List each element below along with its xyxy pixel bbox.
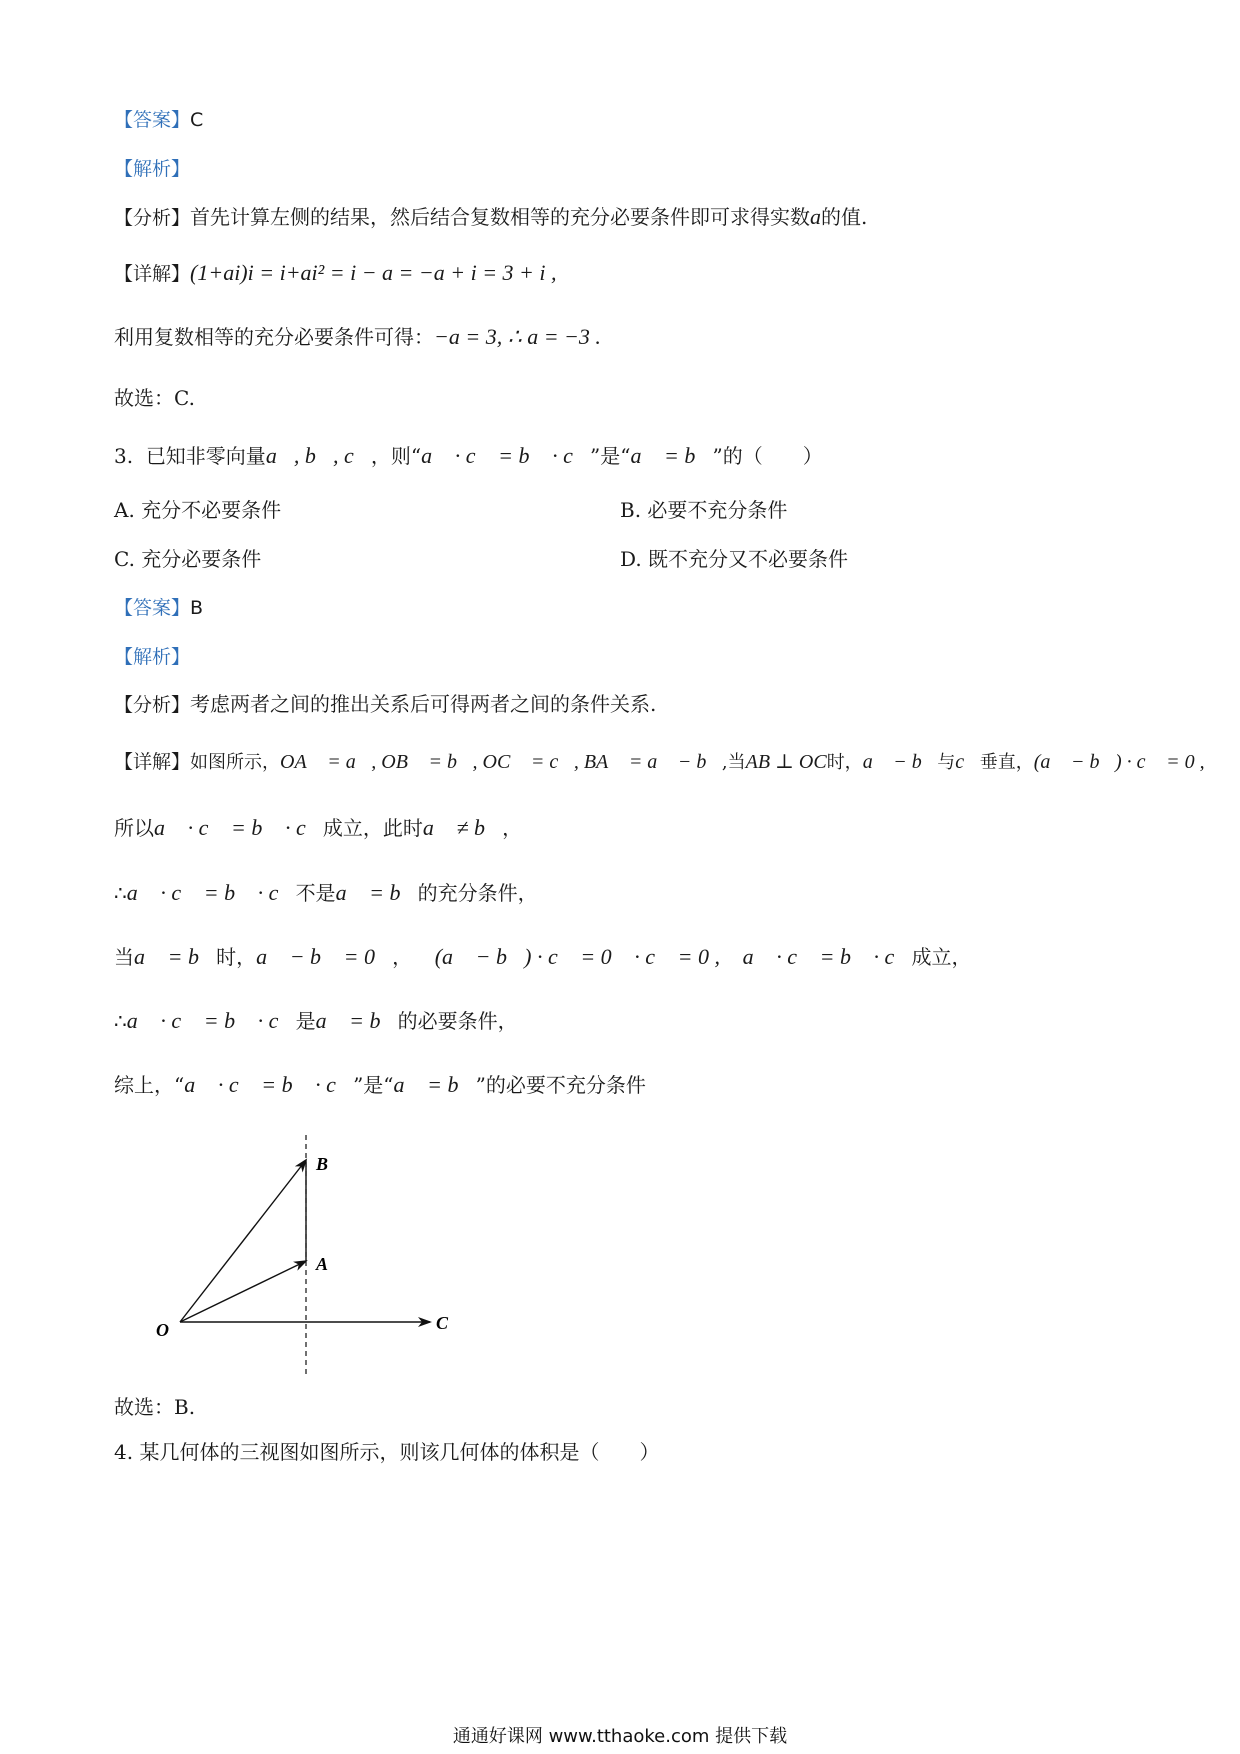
q3-line5 xyxy=(114,1070,646,1100)
label-b: B xyxy=(316,1154,329,1174)
math: a⃗ = b⃗ xyxy=(315,1008,398,1033)
math: a⃗ = b⃗ xyxy=(393,1072,476,1097)
xiangjie-math: c⃗ xyxy=(955,751,980,773)
text: 是 xyxy=(295,1009,316,1033)
text: ， xyxy=(502,816,523,840)
xiangjie-label: 【详解】 xyxy=(114,751,191,773)
text: 成立， xyxy=(911,945,972,969)
q4-stem-text: 4. 某几何体的三视图如图所示，则该几何体的体积是（ ） xyxy=(114,1440,660,1464)
xiangjie-math: a⃗ − b⃗ xyxy=(862,751,938,773)
text: 当 xyxy=(114,945,134,969)
stem-text: ”的（ ） xyxy=(712,444,823,468)
vector-oa xyxy=(180,1261,306,1322)
option-b: B. 必要不充分条件 xyxy=(620,498,788,522)
fenxi-end: 的值. xyxy=(821,205,868,229)
q2-answer-line xyxy=(114,104,203,135)
text: 成立，此时 xyxy=(322,816,423,840)
text: ∴ xyxy=(114,1009,127,1033)
stem-condition: a⃗ = b⃗ xyxy=(630,443,713,468)
q3-answer-line xyxy=(114,592,203,623)
option-a: A. 充分不必要条件 xyxy=(114,498,282,522)
q3-choose-line xyxy=(114,1392,195,1422)
option-c: C. 充分必要条件 xyxy=(114,547,262,571)
text: 所以 xyxy=(114,816,154,840)
xiangjie-math: OA⃗ = a⃗, OB⃗ = b⃗, OC⃗ = c⃗, BA⃗ = a⃗ − b⃗ xyxy=(280,751,722,773)
xiangjie-text: 与 xyxy=(937,752,956,773)
question-number: 3. xyxy=(114,444,134,468)
analysis-label: 【解析】 xyxy=(114,158,191,180)
q2-analysis-line xyxy=(114,153,190,184)
fenxi-text: 首先计算左侧的结果，然后结合复数相等的充分必要条件即可求得实数 xyxy=(190,205,811,229)
fenxi-label: 【分析】 xyxy=(114,694,191,716)
answer-value: B xyxy=(190,597,204,619)
fenxi-label: 【分析】 xyxy=(114,207,191,229)
answer-value: C xyxy=(190,109,204,131)
math: a⃗ · c⃗ = b⃗ · c⃗ xyxy=(154,815,323,840)
math: a⃗ · c⃗ = b⃗ · c⃗ xyxy=(126,1008,296,1033)
math: a⃗ · c⃗ = b⃗ · c⃗ xyxy=(126,880,296,905)
q3-line2 xyxy=(114,878,538,908)
stem-vectors: a⃗, b⃗, c⃗ xyxy=(265,443,371,468)
xiangjie-text: 时， xyxy=(826,752,863,773)
q3-line1 xyxy=(114,813,522,843)
option-d: D. 既不充分又不必要条件 xyxy=(620,547,849,571)
choose-text: 故选：C. xyxy=(114,386,195,410)
xiangjie-math: (1+ai)i = i+ai² = i − a = −a + i = 3 + i , xyxy=(190,260,557,285)
math: a⃗ − b⃗ = 0⃗ xyxy=(256,944,393,969)
answer-label: 【答案】 xyxy=(114,109,191,131)
xiangjie-math: AB ⊥ OC xyxy=(745,751,827,773)
math: a⃗ · c⃗ = b⃗ · c⃗ xyxy=(184,1072,354,1097)
label-c: C xyxy=(436,1313,449,1333)
xiangjie-text: 垂直， xyxy=(979,752,1034,773)
vector-figure xyxy=(150,1130,470,1380)
text: ∴ xyxy=(114,881,127,905)
q2-conclusion-line xyxy=(114,322,601,352)
q2-choose-line xyxy=(114,383,195,413)
q2-xiangjie-line xyxy=(114,258,557,289)
fenxi-text: 考虑两者之间的推出关系后可得两者之间的条件关系. xyxy=(190,692,657,716)
text: 综上，“ xyxy=(114,1073,185,1097)
text: ”是“ xyxy=(353,1073,394,1097)
xiangjie-text: 如图所示， xyxy=(190,752,281,773)
math: a⃗ = b⃗ xyxy=(134,944,217,969)
label-a: A xyxy=(316,1254,329,1274)
text: ”的必要不充分条件 xyxy=(475,1073,646,1097)
text: 的必要条件， xyxy=(397,1009,518,1033)
q2-fenxi-line xyxy=(114,202,867,233)
q3-line4 xyxy=(114,1006,518,1036)
footer-watermark: 通通好课网 www.tthaoke.com 提供下载 xyxy=(452,1726,788,1747)
math: ∴ (a⃗ − b⃗) · c⃗ = 0⃗ · c⃗ = 0 ,∴ a⃗ · c⃗ = b⃗ · c⃗ xyxy=(412,944,912,969)
q3-fenxi-line xyxy=(114,689,656,720)
conclusion-text: 利用复数相等的充分必要条件可得： xyxy=(114,325,434,349)
xiangjie-math: (a⃗ − b⃗) · c⃗ = 0 , xyxy=(1033,751,1205,773)
text: 的充分条件， xyxy=(417,881,538,905)
answer-label: 【答案】 xyxy=(114,597,191,619)
stem-text: ，则“ xyxy=(370,444,422,468)
q3-xiangjie-line xyxy=(114,747,1205,778)
stem-text: ”是“ xyxy=(589,444,631,468)
vector-ob xyxy=(180,1160,306,1322)
text: ， xyxy=(392,945,413,969)
label-o: O xyxy=(156,1320,169,1340)
math: a⃗ = b⃗ xyxy=(335,880,418,905)
text: 不是 xyxy=(295,881,336,905)
text: 时， xyxy=(216,945,257,969)
q4-stem xyxy=(114,1437,659,1467)
stem-text: 已知非零向量 xyxy=(145,444,266,468)
conclusion-math: −a = 3, ∴ a = −3 . xyxy=(434,324,601,349)
fenxi-var: a xyxy=(810,204,822,229)
stem-condition: a⃗ · c⃗ = b⃗ · c⃗ xyxy=(421,443,590,468)
analysis-label: 【解析】 xyxy=(114,646,191,668)
choose-text: 故选：B. xyxy=(114,1395,196,1419)
q3-analysis-line xyxy=(114,641,190,672)
q3-stem xyxy=(114,441,823,471)
math: a⃗ ≠ b⃗ xyxy=(422,815,503,840)
q3-line3 xyxy=(114,942,971,972)
xiangjie-text: ,当 xyxy=(721,752,746,773)
xiangjie-label: 【详解】 xyxy=(114,263,191,285)
